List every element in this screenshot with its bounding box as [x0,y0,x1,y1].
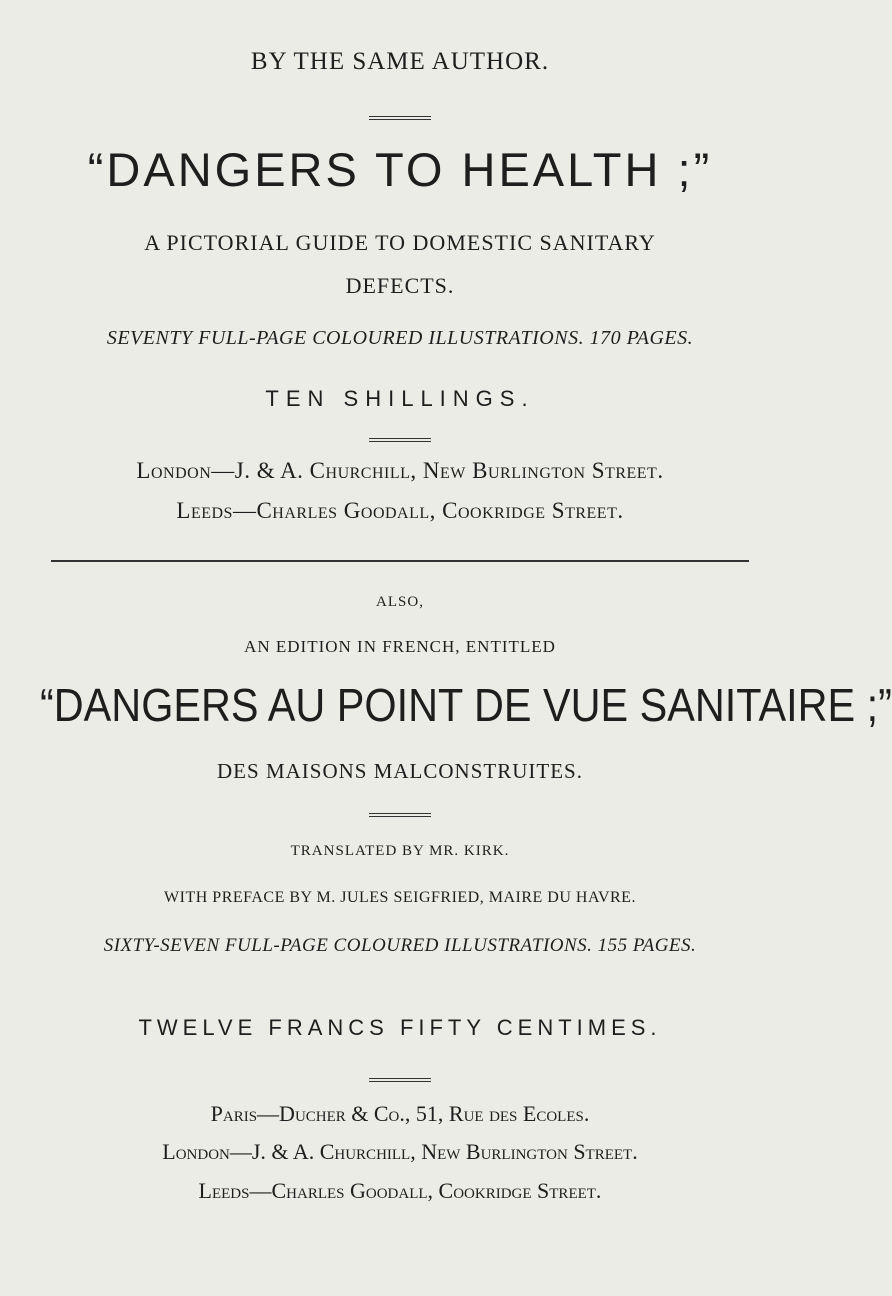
book1-illustrations: SEVENTY FULL-PAGE COLOURED ILLUSTRATIONS. 170 PAGES. [106,327,694,349]
divider [369,1078,431,1082]
book1-price: TEN SHILLINGS. [265,386,535,411]
book2-publisher-leeds: Leeds—Charles Goodall, Cookridge Street. [198,1178,602,1203]
book1-title: “DANGERS TO HEALTH ;” [87,143,713,196]
book2-preface: WITH PREFACE BY M. JULES SEIGFRIED, MAIRE DU HAVRE. [164,889,636,906]
book1-publisher-london: London—J. & A. Churchill, New Burlington Street. [136,458,664,483]
book2-translator: TRANSLATED BY MR. KIRK. [290,843,510,859]
page-header: BY THE SAME AUTHOR. [250,48,550,75]
book2-publisher-london: London—J. & A. Churchill, New Burlington Street. [162,1139,638,1164]
book1-publisher-leeds: Leeds—Charles Goodall, Cookridge Street. [176,498,624,523]
divider [369,438,431,442]
book2-illustrations: SIXTY-SEVEN FULL-PAGE COLOURED ILLUSTRATIONS. 155 PAGES. [103,935,697,956]
book1-subtitle-line1: A PICTORIAL GUIDE TO DOMESTIC SANITARY [144,230,656,255]
section-divider [51,560,749,562]
book2-title: “DANGERS AU POINT DE VUE SANITAIRE ;” [40,679,892,731]
book2-price: TWELVE FRANCS FIFTY CENTIMES. [138,1015,662,1040]
divider [369,116,431,120]
book2-subtitle: DES MAISONS MALCONSTRUITES. [217,759,583,783]
book2-publisher-paris: Paris—Ducher & Co., 51, Rue des Ecoles. [210,1101,590,1126]
edition-note: AN EDITION IN FRENCH, ENTITLED [244,637,556,656]
also-label: ALSO, [376,594,424,610]
book1-subtitle-line2: DEFECTS. [345,273,455,298]
divider [369,813,431,817]
